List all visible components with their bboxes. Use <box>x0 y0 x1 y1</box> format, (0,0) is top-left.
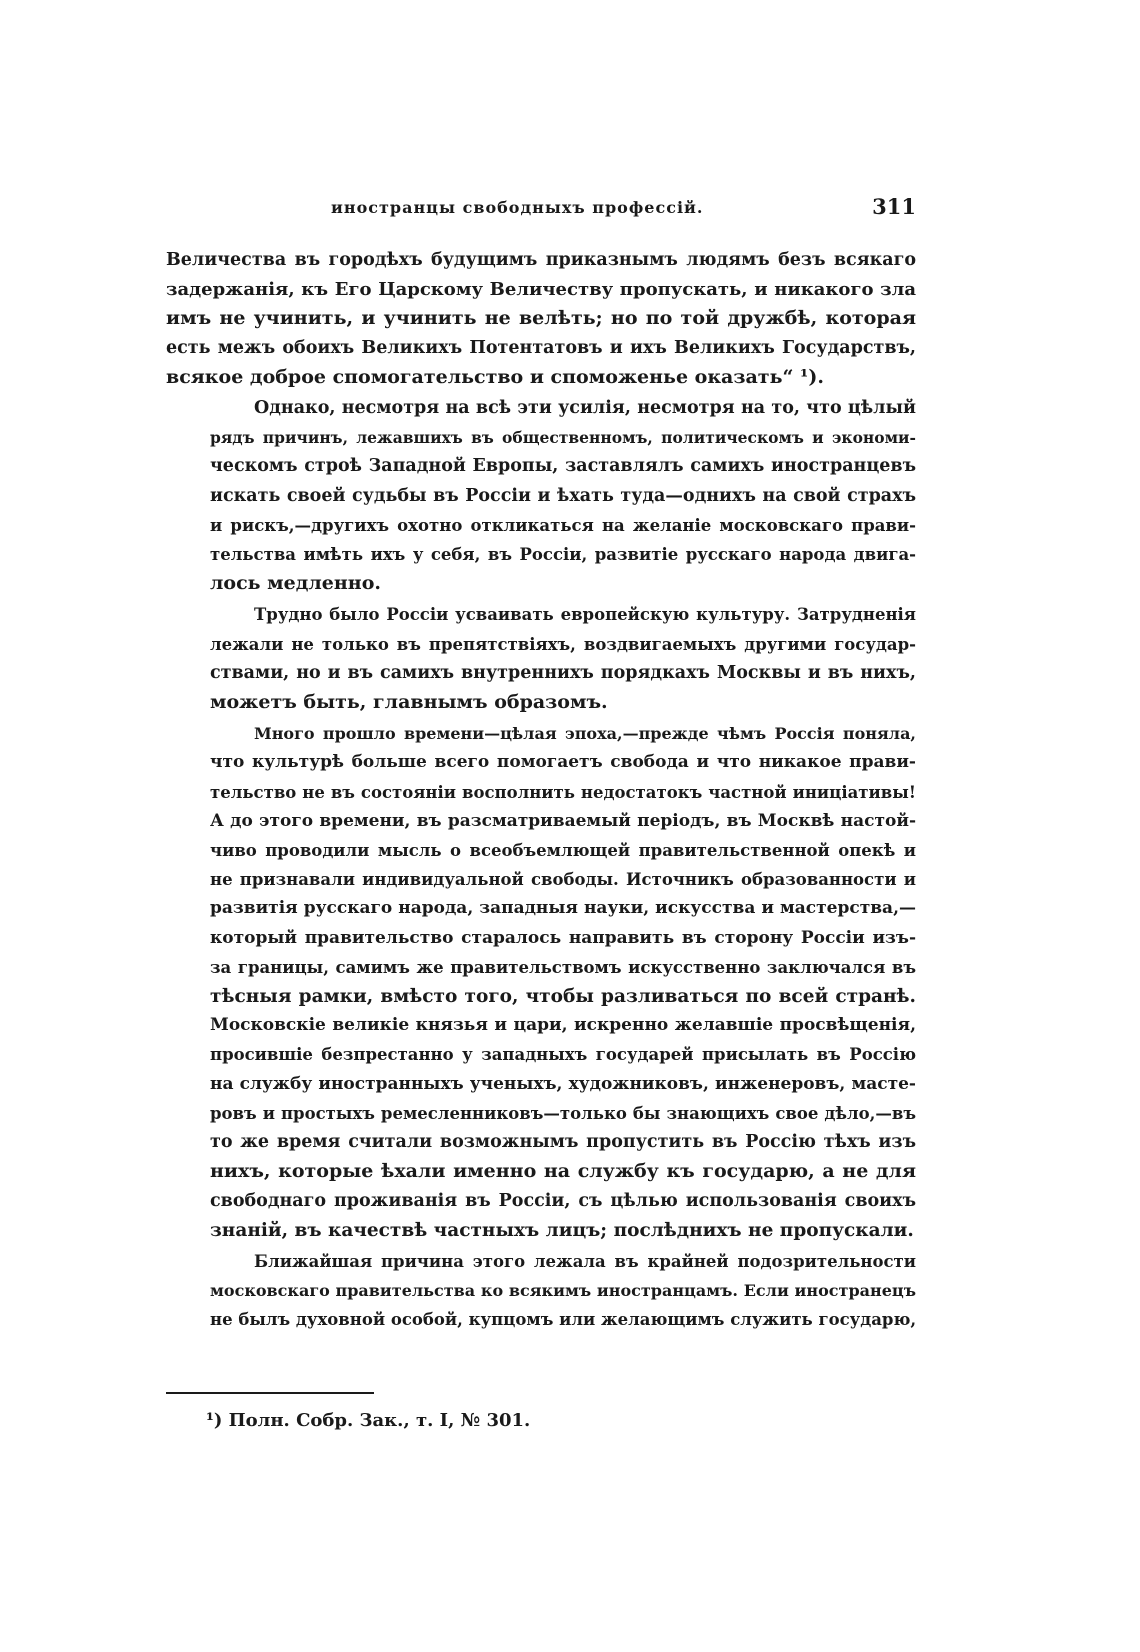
paragraph-5 <box>166 1247 916 1335</box>
text-line: Московскіе великіе князья и цари, искренно желавшіе просвѣщенія, <box>210 1015 916 1036</box>
text-line: тельства имѣть ихъ у себя, въ Россіи, развитіе русскаго народа двига- <box>210 545 916 565</box>
text-line: Трудно было Россіи усваивать европейскую культуру. Затрудненія <box>254 605 916 625</box>
text-line: на службу иностранныхъ ученыхъ, художниковъ, инженеровъ, масте- <box>210 1073 916 1094</box>
text-line: тѣсныя рамки, вмѣсто того, чтобы разливаться по всей странѣ. <box>210 986 916 1008</box>
running-title: иностранцы свободныхъ профессій. <box>331 198 704 217</box>
text-line: и рискъ,—другихъ охотно откликаться на желаніе московскаго прави- <box>210 515 916 535</box>
text-line: тельство не въ состояніи восполнить недостатокъ частной иниціативы! <box>210 782 916 802</box>
text-line: не былъ духовной особой, купцомъ или желающимъ служить государю, <box>210 1310 917 1330</box>
text-line: искать своей судьбы въ Россіи и ѣхать туда—однихъ на свой страхъ <box>210 485 916 506</box>
text-line: имъ не учинить, и учинить не велѣть; но по той дружбѣ, которая <box>166 307 916 330</box>
text-line: Однако, несмотря на всѣ эти усилія, несмотря на то, что цѣлый <box>254 398 916 419</box>
text-line: то же время считали возможнымъ пропустить въ Россію тѣхъ изъ <box>210 1132 916 1153</box>
text-line: ствами, но и въ самихъ внутреннихъ порядкахъ Москвы и въ нихъ, <box>210 662 916 683</box>
text-line: всякое доброе спомогательство и споможенье оказать“ ¹). <box>166 365 824 388</box>
text-line: который правительство старалось направить въ сторону Россіи изъ- <box>210 927 916 948</box>
body-text <box>166 246 916 1337</box>
paragraph-1 <box>166 246 916 392</box>
text-line: Ближайшая причина этого лежала въ крайней подозрительности <box>254 1251 916 1271</box>
text-line: за границы, самимъ же правительствомъ искусственно заключался въ <box>210 957 916 977</box>
text-line: московскаго правительства ко всякимъ иностранцамъ. Если иностранецъ <box>210 1281 916 1301</box>
text-line: задержанія, къ Его Царскому Величеству пропускать, и никакого зла <box>166 279 916 301</box>
text-line: рядъ причинъ, лежавшихъ въ общественномъ, политическомъ и экономи- <box>210 428 916 448</box>
footnote-divider <box>166 1392 374 1394</box>
text-line: не признавали индивидуальной свободы. Источникъ образованности и <box>210 870 916 890</box>
text-line: чиво проводили мысль о всеобъемлющей правительственной опекѣ и <box>210 841 916 861</box>
text-line: ровъ и простыхъ ремесленниковъ—только бы знающихъ свое дѣло,—въ <box>210 1103 916 1123</box>
footnote: ¹) Полн. Собр. Зак., т. I, № 301. <box>206 1410 531 1431</box>
paragraph-3 <box>166 600 916 717</box>
page-header <box>166 196 916 226</box>
text-line: лежали не только въ препятствіяхъ, воздвигаемыхъ другими государ- <box>210 634 916 654</box>
paragraph-4 <box>166 719 916 1245</box>
text-line: знаній, въ качествѣ частныхъ лицъ; послѣднихъ не пропускали. <box>210 1219 914 1241</box>
text-line: лось медленно. <box>210 572 381 595</box>
paragraph-2 <box>166 394 916 598</box>
text-line: свободнаго проживанія въ Россіи, съ цѣлью использованія своихъ <box>210 1190 916 1211</box>
page-number: 311 <box>872 194 916 219</box>
text-line: что культурѣ больше всего помогаетъ свобода и что никакое прави- <box>210 752 916 773</box>
text-line: Много прошло времени—цѣлая эпоха,—прежде чѣмъ Россія поняла, <box>254 724 916 744</box>
text-line: нихъ, которые ѣхали именно на службу къ государю, а не для <box>210 1160 916 1183</box>
text-line: Величества въ городѣхъ будущимъ приказнымъ людямъ безъ всякаго <box>166 250 916 270</box>
text-line: можетъ быть, главнымъ образомъ. <box>210 691 608 714</box>
text-line: А до этого времени, въ разсматриваемый періодъ, въ Москвѣ настой- <box>210 810 916 831</box>
text-line: развитія русскаго народа, западныя науки, искусства и мастерства,— <box>210 898 916 919</box>
text-line: есть межъ обоихъ Великихъ Потентатовъ и ихъ Великихъ Государствъ, <box>166 337 916 358</box>
text-line: просившіе безпрестанно у западныхъ государей присылать въ Россію <box>210 1045 916 1065</box>
text-line: ческомъ строѣ Западной Европы, заставлялъ самихъ иностранцевъ <box>210 456 916 477</box>
